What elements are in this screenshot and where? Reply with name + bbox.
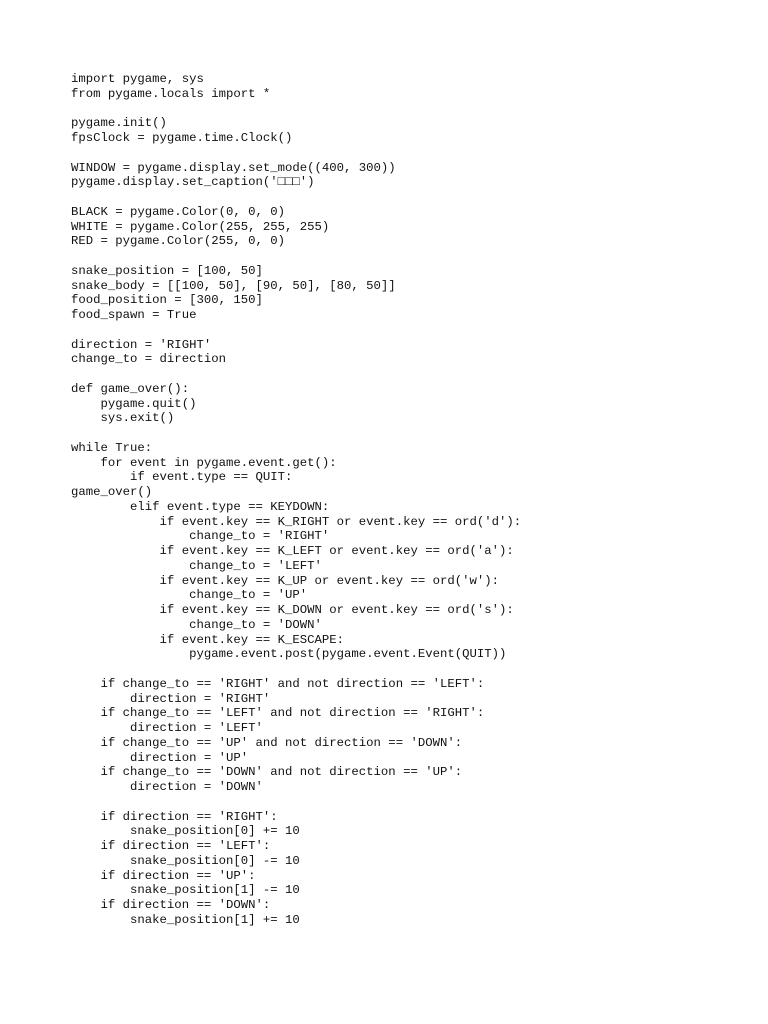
code-line: WINDOW = pygame.display.set_mode((400, 300)): [71, 160, 396, 175]
code-line: if direction == 'UP':: [71, 868, 256, 883]
code-line: [71, 323, 521, 338]
code-line: if change_to == 'RIGHT' and not direction == 'LEFT':: [71, 676, 485, 691]
code-line: snake_position[0] -= 10: [71, 853, 300, 868]
code-line: if change_to == 'LEFT' and not direction == 'RIGHT':: [71, 706, 485, 721]
code-line: if event.key == K_ESCAPE:: [71, 632, 345, 647]
code-line: from pygame.locals import *: [71, 86, 271, 101]
code-line: food_position = [300, 150]: [71, 293, 263, 308]
code-line: WHITE = pygame.Color(255, 255, 255): [71, 219, 330, 234]
code-line: if event.key == K_RIGHT or event.key == ord('d'):: [71, 514, 522, 529]
code-line: [71, 190, 521, 205]
code-line: direction = 'DOWN': [71, 780, 263, 794]
code-line: direction = 'RIGHT': [71, 691, 271, 706]
code-line: change_to = 'LEFT': [71, 558, 322, 573]
code-line: import pygame, sys: [71, 72, 204, 86]
code-line: [71, 146, 521, 161]
code-line: while True:: [71, 440, 153, 455]
code-line: snake_position[1] += 10: [71, 912, 300, 927]
code-block: [71, 72, 521, 928]
code-line: pygame.init(): [71, 116, 167, 131]
code-line: [71, 662, 521, 677]
code-line: change_to = 'RIGHT': [71, 529, 330, 544]
code-line: if direction == 'RIGHT':: [71, 809, 278, 824]
code-line: if event.type == QUIT:: [71, 470, 293, 485]
code-line: [71, 367, 521, 382]
code-line: if event.key == K_LEFT or event.key == ord('a'):: [71, 544, 514, 558]
code-line: if event.key == K_UP or event.key == ord('w'):: [71, 573, 500, 588]
code-line: food_spawn = True: [71, 308, 197, 322]
code-line: if direction == 'LEFT':: [71, 839, 271, 853]
code-line: sys.exit(): [71, 411, 175, 426]
code-line: [71, 795, 521, 810]
code-line: [71, 102, 521, 117]
code-line: direction = 'UP': [71, 750, 249, 765]
code-line: elif event.type == KEYDOWN:: [71, 499, 330, 514]
code-line: snake_position[0] += 10: [71, 824, 300, 839]
code-line: def game_over():: [71, 381, 190, 396]
code-line: change_to = 'DOWN': [71, 617, 322, 632]
code-line: if change_to == 'UP' and not direction == 'DOWN':: [71, 735, 463, 750]
code-line: if change_to == 'DOWN' and not direction == 'UP':: [71, 765, 463, 780]
code-line: game_over(): [71, 485, 153, 499]
code-line: fpsClock = pygame.time.Clock(): [71, 131, 293, 145]
code-line: change_to = 'UP': [71, 588, 308, 603]
code-line: snake_position = [100, 50]: [71, 263, 263, 278]
code-line: for event in pygame.event.get():: [71, 455, 337, 470]
code-line: if direction == 'DOWN':: [71, 898, 271, 912]
code-line: snake_position[1] -= 10: [71, 883, 300, 898]
code-line: [71, 426, 521, 441]
code-line: direction = 'RIGHT': [71, 337, 212, 352]
code-line: if event.key == K_DOWN or event.key == ord('s'):: [71, 603, 514, 617]
code-line: pygame.quit(): [71, 396, 197, 411]
code-line: pygame.display.set_caption('□□□'): [71, 175, 315, 190]
code-line: change_to = direction: [71, 352, 226, 367]
code-line: RED = pygame.Color(255, 0, 0): [71, 234, 286, 249]
code-line: BLACK = pygame.Color(0, 0, 0): [71, 204, 286, 219]
code-line: snake_body = [[100, 50], [90, 50], [80, 50]]: [71, 278, 396, 293]
code-line: direction = 'LEFT': [71, 721, 263, 735]
code-line: [71, 249, 521, 264]
code-line: pygame.event.post(pygame.event.Event(QUIT)): [71, 647, 507, 662]
